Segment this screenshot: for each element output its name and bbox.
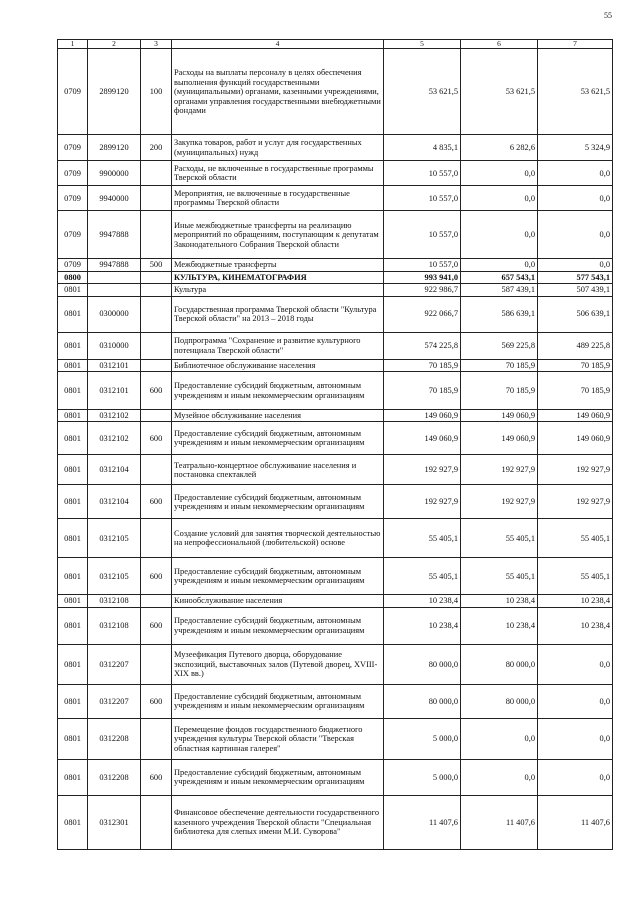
amount-year2-cell: 11 407,6 bbox=[461, 795, 538, 849]
amount-year3-cell: 53 621,5 bbox=[538, 49, 613, 135]
amount-year2-cell: 53 621,5 bbox=[461, 49, 538, 135]
target-item-code-cell: 0312301 bbox=[88, 795, 141, 849]
target-item-code-cell: 0312102 bbox=[88, 410, 141, 422]
target-item-code-cell: 0312102 bbox=[88, 422, 141, 455]
amount-year1-cell: 80 000,0 bbox=[384, 644, 461, 684]
section-code-cell: 0801 bbox=[58, 332, 88, 359]
item-name-cell: Расходы, не включенные в государственные программы Тверской области bbox=[172, 161, 384, 186]
amount-year1-cell: 53 621,5 bbox=[384, 49, 461, 135]
header-row bbox=[58, 40, 613, 49]
table-row bbox=[58, 455, 613, 485]
page-number: 55 bbox=[604, 11, 612, 20]
expense-type-code-cell bbox=[141, 595, 172, 607]
item-name-cell: Предоставление субсидий бюджетным, автономным учреждениям и иным некоммерческим организациям bbox=[172, 684, 384, 718]
amount-year1-cell: 10 238,4 bbox=[384, 595, 461, 607]
expense-type-code-cell: 200 bbox=[141, 135, 172, 161]
target-item-code-cell: 0312101 bbox=[88, 359, 141, 371]
amount-year2-cell: 657 543,1 bbox=[461, 271, 538, 283]
target-item-code-cell: 0312105 bbox=[88, 558, 141, 595]
table-row bbox=[58, 485, 613, 519]
amount-year1-cell: 70 185,9 bbox=[384, 372, 461, 410]
table-row bbox=[58, 284, 613, 296]
item-name-cell: Библиотечное обслуживание населения bbox=[172, 359, 384, 371]
section-code-cell: 0709 bbox=[58, 259, 88, 271]
amount-year2-cell: 10 238,4 bbox=[461, 595, 538, 607]
table-row bbox=[58, 644, 613, 684]
item-name-cell: Предоставление субсидий бюджетным, автономным учреждениям и иным некоммерческим организациям bbox=[172, 759, 384, 795]
amount-year2-cell: 0,0 bbox=[461, 211, 538, 259]
amount-year3-cell: 55 405,1 bbox=[538, 519, 613, 558]
table-row bbox=[58, 259, 613, 271]
amount-year2-cell: 0,0 bbox=[461, 718, 538, 759]
table-row bbox=[58, 211, 613, 259]
amount-year1-cell: 192 927,9 bbox=[384, 455, 461, 485]
section-code-cell: 0801 bbox=[58, 359, 88, 371]
section-code-cell: 0801 bbox=[58, 684, 88, 718]
expense-type-code-cell bbox=[141, 359, 172, 371]
item-name-cell: Подпрограмма "Сохранение и развитие культурного потенциала Тверской области" bbox=[172, 332, 384, 359]
amount-year1-cell: 922 986,7 bbox=[384, 284, 461, 296]
item-name-cell: Культура bbox=[172, 284, 384, 296]
item-name-cell: Расходы на выплаты персоналу в целях обеспечения выполнения функций государственными (муниципальными) органами, казенными учреждениями, органами управления государственными внебюджетными фондами bbox=[172, 49, 384, 135]
expense-type-code-cell bbox=[141, 271, 172, 283]
item-name-cell: Музейное обслуживание населения bbox=[172, 410, 384, 422]
amount-year1-cell: 10 557,0 bbox=[384, 161, 461, 186]
amount-year3-cell: 70 185,9 bbox=[538, 359, 613, 371]
target-item-code-cell: 0312208 bbox=[88, 759, 141, 795]
amount-year3-cell: 10 238,4 bbox=[538, 607, 613, 644]
expense-type-code-cell bbox=[141, 455, 172, 485]
target-item-code-cell: 9900000 bbox=[88, 161, 141, 186]
section-code-cell: 0801 bbox=[58, 644, 88, 684]
amount-year3-cell: 0,0 bbox=[538, 759, 613, 795]
expense-type-code-cell: 600 bbox=[141, 607, 172, 644]
amount-year2-cell: 586 639,1 bbox=[461, 296, 538, 332]
header-cell: 2 bbox=[88, 40, 141, 49]
expense-type-code-cell: 600 bbox=[141, 372, 172, 410]
expense-type-code-cell: 600 bbox=[141, 558, 172, 595]
amount-year2-cell: 569 225,8 bbox=[461, 332, 538, 359]
target-item-code-cell: 0312104 bbox=[88, 485, 141, 519]
amount-year2-cell: 55 405,1 bbox=[461, 519, 538, 558]
item-name-cell: Иные межбюджетные трансферты на реализацию мероприятий по обращениям, поступающим к депутатам Законодательного Собрания Тверской области bbox=[172, 211, 384, 259]
table-row bbox=[58, 684, 613, 718]
amount-year1-cell: 70 185,9 bbox=[384, 359, 461, 371]
amount-year1-cell: 149 060,9 bbox=[384, 422, 461, 455]
amount-year2-cell: 192 927,9 bbox=[461, 455, 538, 485]
target-item-code-cell: 0312104 bbox=[88, 455, 141, 485]
target-item-code-cell: 9940000 bbox=[88, 186, 141, 211]
amount-year3-cell: 0,0 bbox=[538, 186, 613, 211]
amount-year1-cell: 55 405,1 bbox=[384, 558, 461, 595]
amount-year2-cell: 149 060,9 bbox=[461, 410, 538, 422]
amount-year2-cell: 0,0 bbox=[461, 161, 538, 186]
section-code-cell: 0801 bbox=[58, 455, 88, 485]
section-code-cell: 0801 bbox=[58, 422, 88, 455]
amount-year3-cell: 489 225,8 bbox=[538, 332, 613, 359]
expense-type-code-cell: 600 bbox=[141, 684, 172, 718]
section-code-cell: 0801 bbox=[58, 410, 88, 422]
item-name-cell: Мероприятия, не включенные в государственные программы Тверской области bbox=[172, 186, 384, 211]
amount-year3-cell: 0,0 bbox=[538, 211, 613, 259]
target-item-code-cell: 9947888 bbox=[88, 259, 141, 271]
table-row bbox=[58, 607, 613, 644]
expense-type-code-cell bbox=[141, 296, 172, 332]
item-name-cell: Предоставление субсидий бюджетным, автономным учреждениям и иным некоммерческим организациям bbox=[172, 372, 384, 410]
header-cell: 1 bbox=[58, 40, 88, 49]
amount-year3-cell: 10 238,4 bbox=[538, 595, 613, 607]
amount-year1-cell: 4 835,1 bbox=[384, 135, 461, 161]
amount-year3-cell: 506 639,1 bbox=[538, 296, 613, 332]
amount-year1-cell: 574 225,8 bbox=[384, 332, 461, 359]
amount-year2-cell: 55 405,1 bbox=[461, 558, 538, 595]
table-row bbox=[58, 519, 613, 558]
amount-year2-cell: 80 000,0 bbox=[461, 644, 538, 684]
item-name-cell: Закупка товаров, работ и услуг для государственных (муниципальных) нужд bbox=[172, 135, 384, 161]
expense-type-code-cell bbox=[141, 284, 172, 296]
amount-year1-cell: 10 557,0 bbox=[384, 211, 461, 259]
amount-year2-cell: 70 185,9 bbox=[461, 359, 538, 371]
item-name-cell: Предоставление субсидий бюджетным, автономным учреждениям и иным некоммерческим организациям bbox=[172, 422, 384, 455]
amount-year2-cell: 587 439,1 bbox=[461, 284, 538, 296]
section-code-cell: 0801 bbox=[58, 607, 88, 644]
amount-year3-cell: 149 060,9 bbox=[538, 422, 613, 455]
header-cell: 3 bbox=[141, 40, 172, 49]
target-item-code-cell: 0312101 bbox=[88, 372, 141, 410]
amount-year2-cell: 10 238,4 bbox=[461, 607, 538, 644]
expense-type-code-cell bbox=[141, 718, 172, 759]
table-row bbox=[58, 422, 613, 455]
amount-year3-cell: 149 060,9 bbox=[538, 410, 613, 422]
amount-year1-cell: 10 238,4 bbox=[384, 607, 461, 644]
amount-year2-cell: 192 927,9 bbox=[461, 485, 538, 519]
item-name-cell: Государственная программа Тверской области "Культура Тверской области" на 2013 – 2018 годы bbox=[172, 296, 384, 332]
expense-type-code-cell bbox=[141, 161, 172, 186]
table-row bbox=[58, 759, 613, 795]
amount-year3-cell: 192 927,9 bbox=[538, 455, 613, 485]
amount-year2-cell: 149 060,9 bbox=[461, 422, 538, 455]
table-row bbox=[58, 595, 613, 607]
item-name-cell: Музеефикация Путевого дворца, оборудование экспозиций, выставочных залов (Путевой дворец, XVIII-XIX вв.) bbox=[172, 644, 384, 684]
target-item-code-cell: 0300000 bbox=[88, 296, 141, 332]
table-row bbox=[58, 372, 613, 410]
expense-type-code-cell bbox=[141, 211, 172, 259]
expense-type-code-cell bbox=[141, 644, 172, 684]
amount-year1-cell: 149 060,9 bbox=[384, 410, 461, 422]
header-cell: 5 bbox=[384, 40, 461, 49]
section-code-cell: 0801 bbox=[58, 759, 88, 795]
target-item-code-cell: 0312108 bbox=[88, 607, 141, 644]
amount-year2-cell: 80 000,0 bbox=[461, 684, 538, 718]
item-name-cell: Театрально-концертное обслуживание населения и постановка спектаклей bbox=[172, 455, 384, 485]
target-item-code-cell: 0312207 bbox=[88, 684, 141, 718]
table-row bbox=[58, 135, 613, 161]
section-code-cell: 0800 bbox=[58, 271, 88, 283]
amount-year2-cell: 6 282,6 bbox=[461, 135, 538, 161]
section-code-cell: 0709 bbox=[58, 161, 88, 186]
item-name-cell: КУЛЬТУРА, КИНЕМАТОГРАФИЯ bbox=[172, 271, 384, 283]
expense-type-code-cell bbox=[141, 519, 172, 558]
expense-type-code-cell bbox=[141, 410, 172, 422]
budget-table bbox=[57, 39, 613, 850]
item-name-cell: Кинообслуживание населения bbox=[172, 595, 384, 607]
amount-year1-cell: 192 927,9 bbox=[384, 485, 461, 519]
amount-year3-cell: 577 543,1 bbox=[538, 271, 613, 283]
item-name-cell: Предоставление субсидий бюджетным, автономным учреждениям и иным некоммерческим организациям bbox=[172, 485, 384, 519]
section-code-cell: 0801 bbox=[58, 519, 88, 558]
target-item-code-cell: 0312208 bbox=[88, 718, 141, 759]
amount-year3-cell: 0,0 bbox=[538, 259, 613, 271]
amount-year3-cell: 5 324,9 bbox=[538, 135, 613, 161]
amount-year3-cell: 11 407,6 bbox=[538, 795, 613, 849]
expense-type-code-cell bbox=[141, 795, 172, 849]
table-row bbox=[58, 296, 613, 332]
item-name-cell: Создание условий для занятия творческой деятельностью на непрофессиональной (любительской) основе bbox=[172, 519, 384, 558]
amount-year3-cell: 0,0 bbox=[538, 684, 613, 718]
header-cell: 4 bbox=[172, 40, 384, 49]
amount-year2-cell: 70 185,9 bbox=[461, 372, 538, 410]
section-code-cell: 0801 bbox=[58, 718, 88, 759]
amount-year1-cell: 55 405,1 bbox=[384, 519, 461, 558]
table-row bbox=[58, 271, 613, 283]
amount-year1-cell: 10 557,0 bbox=[384, 259, 461, 271]
table-row bbox=[58, 718, 613, 759]
section-code-cell: 0801 bbox=[58, 284, 88, 296]
amount-year3-cell: 192 927,9 bbox=[538, 485, 613, 519]
header-cell: 7 bbox=[538, 40, 613, 49]
item-name-cell: Перемещение фондов государственного бюджетного учреждения культуры Тверской области "Тверская областная картинная галерея" bbox=[172, 718, 384, 759]
target-item-code-cell bbox=[88, 271, 141, 283]
amount-year3-cell: 70 185,9 bbox=[538, 372, 613, 410]
section-code-cell: 0801 bbox=[58, 372, 88, 410]
expense-type-code-cell: 600 bbox=[141, 422, 172, 455]
section-code-cell: 0709 bbox=[58, 135, 88, 161]
amount-year1-cell: 11 407,6 bbox=[384, 795, 461, 849]
section-code-cell: 0801 bbox=[58, 795, 88, 849]
section-code-cell: 0801 bbox=[58, 485, 88, 519]
target-item-code-cell: 0310000 bbox=[88, 332, 141, 359]
item-name-cell: Предоставление субсидий бюджетным, автономным учреждениям и иным некоммерческим организациям bbox=[172, 558, 384, 595]
expense-type-code-cell bbox=[141, 186, 172, 211]
target-item-code-cell: 2899120 bbox=[88, 49, 141, 135]
table-row bbox=[58, 49, 613, 135]
target-item-code-cell: 0312105 bbox=[88, 519, 141, 558]
amount-year1-cell: 5 000,0 bbox=[384, 759, 461, 795]
section-code-cell: 0801 bbox=[58, 595, 88, 607]
section-code-cell: 0801 bbox=[58, 558, 88, 595]
item-name-cell: Межбюджетные трансферты bbox=[172, 259, 384, 271]
amount-year2-cell: 0,0 bbox=[461, 259, 538, 271]
table-row bbox=[58, 410, 613, 422]
table-row bbox=[58, 186, 613, 211]
amount-year1-cell: 5 000,0 bbox=[384, 718, 461, 759]
expense-type-code-cell: 500 bbox=[141, 259, 172, 271]
expense-type-code-cell: 100 bbox=[141, 49, 172, 135]
header-cell: 6 bbox=[461, 40, 538, 49]
target-item-code-cell bbox=[88, 284, 141, 296]
section-code-cell: 0801 bbox=[58, 296, 88, 332]
amount-year1-cell: 80 000,0 bbox=[384, 684, 461, 718]
target-item-code-cell: 0312207 bbox=[88, 644, 141, 684]
table-row bbox=[58, 359, 613, 371]
amount-year3-cell: 507 439,1 bbox=[538, 284, 613, 296]
table-row bbox=[58, 332, 613, 359]
amount-year1-cell: 993 941,0 bbox=[384, 271, 461, 283]
target-item-code-cell: 2899120 bbox=[88, 135, 141, 161]
table-row bbox=[58, 795, 613, 849]
expense-type-code-cell: 600 bbox=[141, 759, 172, 795]
target-item-code-cell: 0312108 bbox=[88, 595, 141, 607]
target-item-code-cell: 9947888 bbox=[88, 211, 141, 259]
amount-year1-cell: 922 066,7 bbox=[384, 296, 461, 332]
section-code-cell: 0709 bbox=[58, 211, 88, 259]
amount-year2-cell: 0,0 bbox=[461, 759, 538, 795]
item-name-cell: Предоставление субсидий бюджетным, автономным учреждениям и иным некоммерческим организациям bbox=[172, 607, 384, 644]
section-code-cell: 0709 bbox=[58, 186, 88, 211]
amount-year3-cell: 55 405,1 bbox=[538, 558, 613, 595]
item-name-cell: Финансовое обеспечение деятельности государственного казенного учреждения Тверской области "Специальная библиотека для слепых имени М.И. Суворова" bbox=[172, 795, 384, 849]
amount-year2-cell: 0,0 bbox=[461, 186, 538, 211]
amount-year3-cell: 0,0 bbox=[538, 644, 613, 684]
section-code-cell: 0709 bbox=[58, 49, 88, 135]
expense-type-code-cell bbox=[141, 332, 172, 359]
amount-year3-cell: 0,0 bbox=[538, 161, 613, 186]
expense-type-code-cell: 600 bbox=[141, 485, 172, 519]
amount-year3-cell: 0,0 bbox=[538, 718, 613, 759]
table-row bbox=[58, 558, 613, 595]
amount-year1-cell: 10 557,0 bbox=[384, 186, 461, 211]
table-row bbox=[58, 161, 613, 186]
